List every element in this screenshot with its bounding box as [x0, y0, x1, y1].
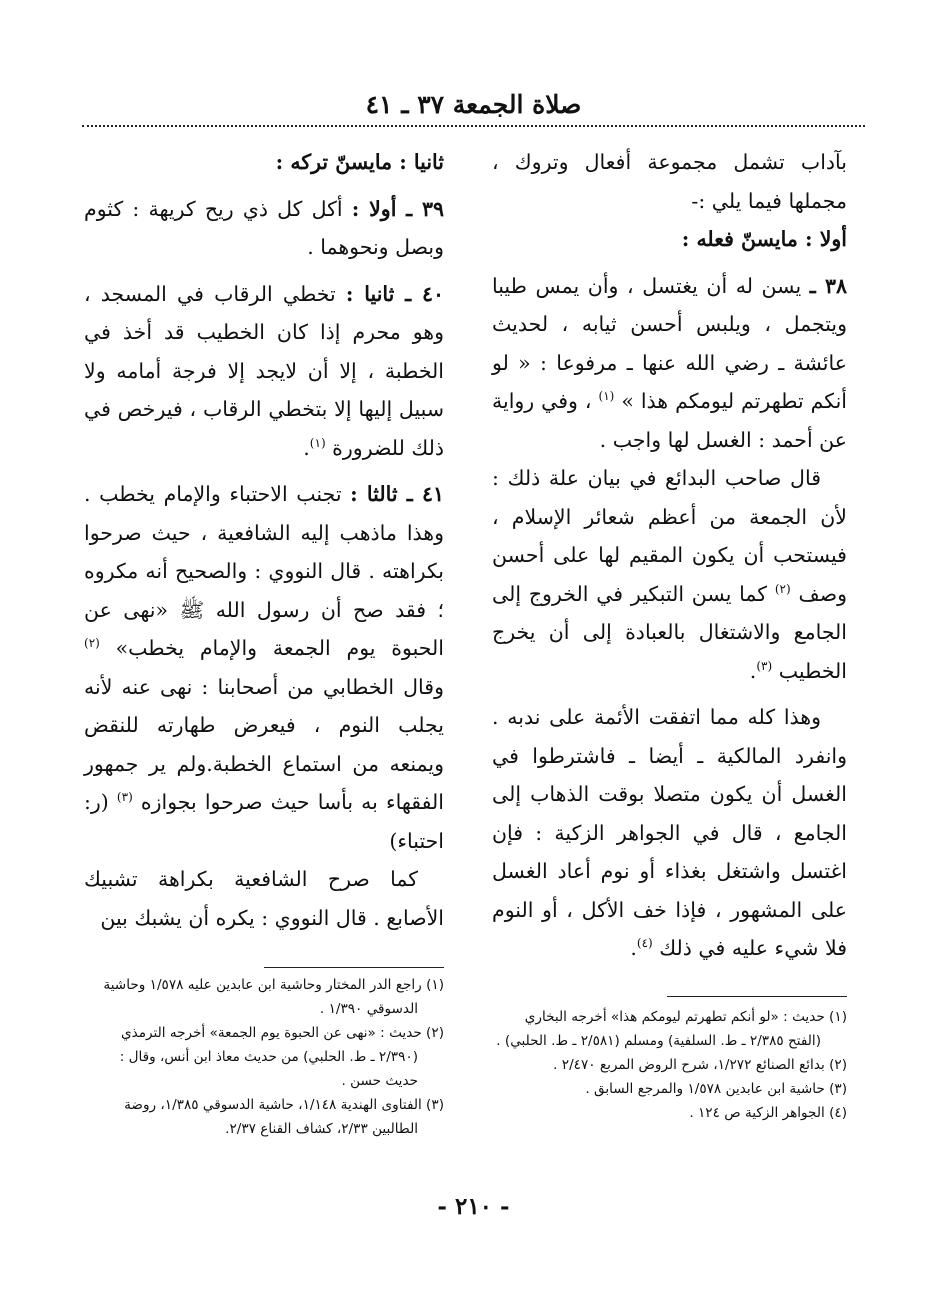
- section-number-40: ٤٠ ـ ثانيا :: [345, 281, 444, 306]
- left-text-column: [84, 143, 444, 937]
- footnote-ref: (٣): [756, 658, 773, 673]
- badai-paragraph: قال صاحب البدائع في بيان علة ذلك : لأن الجمعة من أعظم شعائر الإسلام ، فيستحب أن يكون المقيم لها على أحسن وصف $^{(٢)}$ كما يسن التبكير في الخروج إلى الجامع والاشتغال بالعبادة إلى أن يخرج الخطيب $^{(٣)}$.: [492, 466, 847, 683]
- footnote-ref: (١): [598, 389, 615, 404]
- footnotes-left: [84, 973, 444, 1141]
- footnote: (٢) بدائع الصنائع ١/٢٧٢، شرح الروض المربع ٢/٤٧٠ .: [553, 1057, 847, 1073]
- footnote-ref: (٣): [116, 790, 133, 805]
- footnote: (٣) الفتاوى الهندية ١/١٤٨، حاشية الدسوقي ١/٣٨٥، روضة الطالبين ٢/٣٣، كشاف القناع ٢/٣٧.: [124, 1097, 444, 1137]
- intro-paragraph: بآداب تشمل مجموعة أفعال وتروك ، مجملها فيما يلي :-: [492, 150, 847, 213]
- running-header-title: صلاة الجمعة ٣٧ ـ ٤١: [365, 90, 582, 119]
- footnote-ref: (٢): [84, 636, 100, 651]
- footnotes-right: [492, 1005, 847, 1125]
- footnote: (٣) حاشية ابن عابدين ١/٥٧٨ والمرجع السابق .: [585, 1081, 847, 1097]
- tashbik-paragraph: كما صرح الشافعية بكراهة تشبيك الأصابع . قال النووي : يكره أن يشبك بين: [84, 867, 444, 930]
- footnote: (٢) حديث : «نهى عن الحبوة يوم الجمعة» أخرجه الترمذي (٢/٣٩٠ ـ ط. الحلبي) من حديث معاذ ابن أنس، وقال : حديث حسن .: [119, 1025, 444, 1089]
- section-number-41: ٤١ ـ ثالثا :: [350, 482, 444, 506]
- footnote: (١) راجع الدر المختار وحاشية ابن عابدين عليه ١/٥٧٨ وحاشية الدسوقي ١/٣٩٠ .: [103, 977, 444, 1017]
- footnote: (١) حديث : «لو أنكم تطهرتم ليومكم هذا» أخرجه البخاري (الفتح ٢/٣٨٥ ـ ط. السلفية) ومسلم (٢/٥٨١ ـ ط. الحلبي) .: [496, 1009, 847, 1049]
- section-heading-first: أولا : مايسنّ فعله :: [681, 227, 847, 251]
- page-number: - ٢١٠ -: [437, 1193, 510, 1220]
- footnote: (٤) الجواهر الزكية ص ١٢٤ .: [689, 1105, 847, 1121]
- section-39: ٣٩ ـ أولا : أكل كل ذي ريح كريهة : كثوم وبصل ونحوهما .: [84, 196, 444, 259]
- section-number-39: ٣٩ ـ أولا :: [351, 196, 444, 221]
- section-40: ٤٠ ـ ثانيا : تخطي الرقاب في المسجد ، وهو محرم إذا كان الخطيب قد أخذ في الخطبة ، إلا أن لايجد إلا فرجة أمامه ولا سبيل إليها إلا بتخطي الرقاب ، فيرخص في ذلك للضرورة $^{(١)}$.: [84, 281, 444, 460]
- section-number-38: ٣٨ ـ: [809, 273, 847, 298]
- footnote-ref: (٢): [774, 581, 791, 596]
- footnote-ref: (٤): [636, 936, 653, 951]
- section-heading-second: ثانيا : مايسنّ تركه :: [275, 150, 444, 174]
- section-38: ٣٨ ـ يسن له أن يغتسل ، وأن يمس طيبا ويتجمل ، ويلبس أحسن ثيابه ، لحديث عائشة ـ رضي الله عنها ـ مرفوعا : « لو أنكم تطهرتم ليومكم هذا » $^{(١)}$ ، وفي رواية عن أحمد : الغسل لها واجب .: [492, 273, 847, 452]
- section-41: ٤١ ـ ثالثا : تجنب الاحتباء والإمام يخطب . وهذا ماذهب إليه الشافعية ، حيث صرحوا بكراهته . قال النووي : والصحيح أنه مكروه ؛ فقد صح أن رسول الله ﷺ «نهى عن الحبوة يوم الجمعة والإمام يخطب» $^{(٢)}$ وقال الخطابي من أصحابنا : نهى عنه لأنه يجلب النوم ، فيعرض طهارته للنقض ويمنعه من استماع الخطبة.ولم ير جمهور الفقهاء به بأسا حيث صرحوا بجوازه $^{(٣)}$ (ر: احتباء): [84, 482, 444, 853]
- header-dotted-rule: [82, 125, 865, 127]
- maliki-paragraph: وهذا كله مما اتفقت الأئمة على ندبه . وانفرد المالكية ـ أيضا ـ فاشترطوا في الغسل أن يكون متصلا بوقت الذهاب إلى الجامع ، قال في الجواهر الزكية : فإن اغتسل واشتغل بغذاء أو نوم أعاد الغسل على المشهور ، فإذا خف الأكل ، أو النوم فلا شيء عليه في ذلك $^{(٤)}$.: [492, 705, 847, 960]
- footnote-rule-right: [667, 996, 847, 997]
- right-text-column: [492, 143, 847, 968]
- footnote-rule-left: [264, 967, 444, 968]
- footnote-ref: (١): [309, 435, 326, 450]
